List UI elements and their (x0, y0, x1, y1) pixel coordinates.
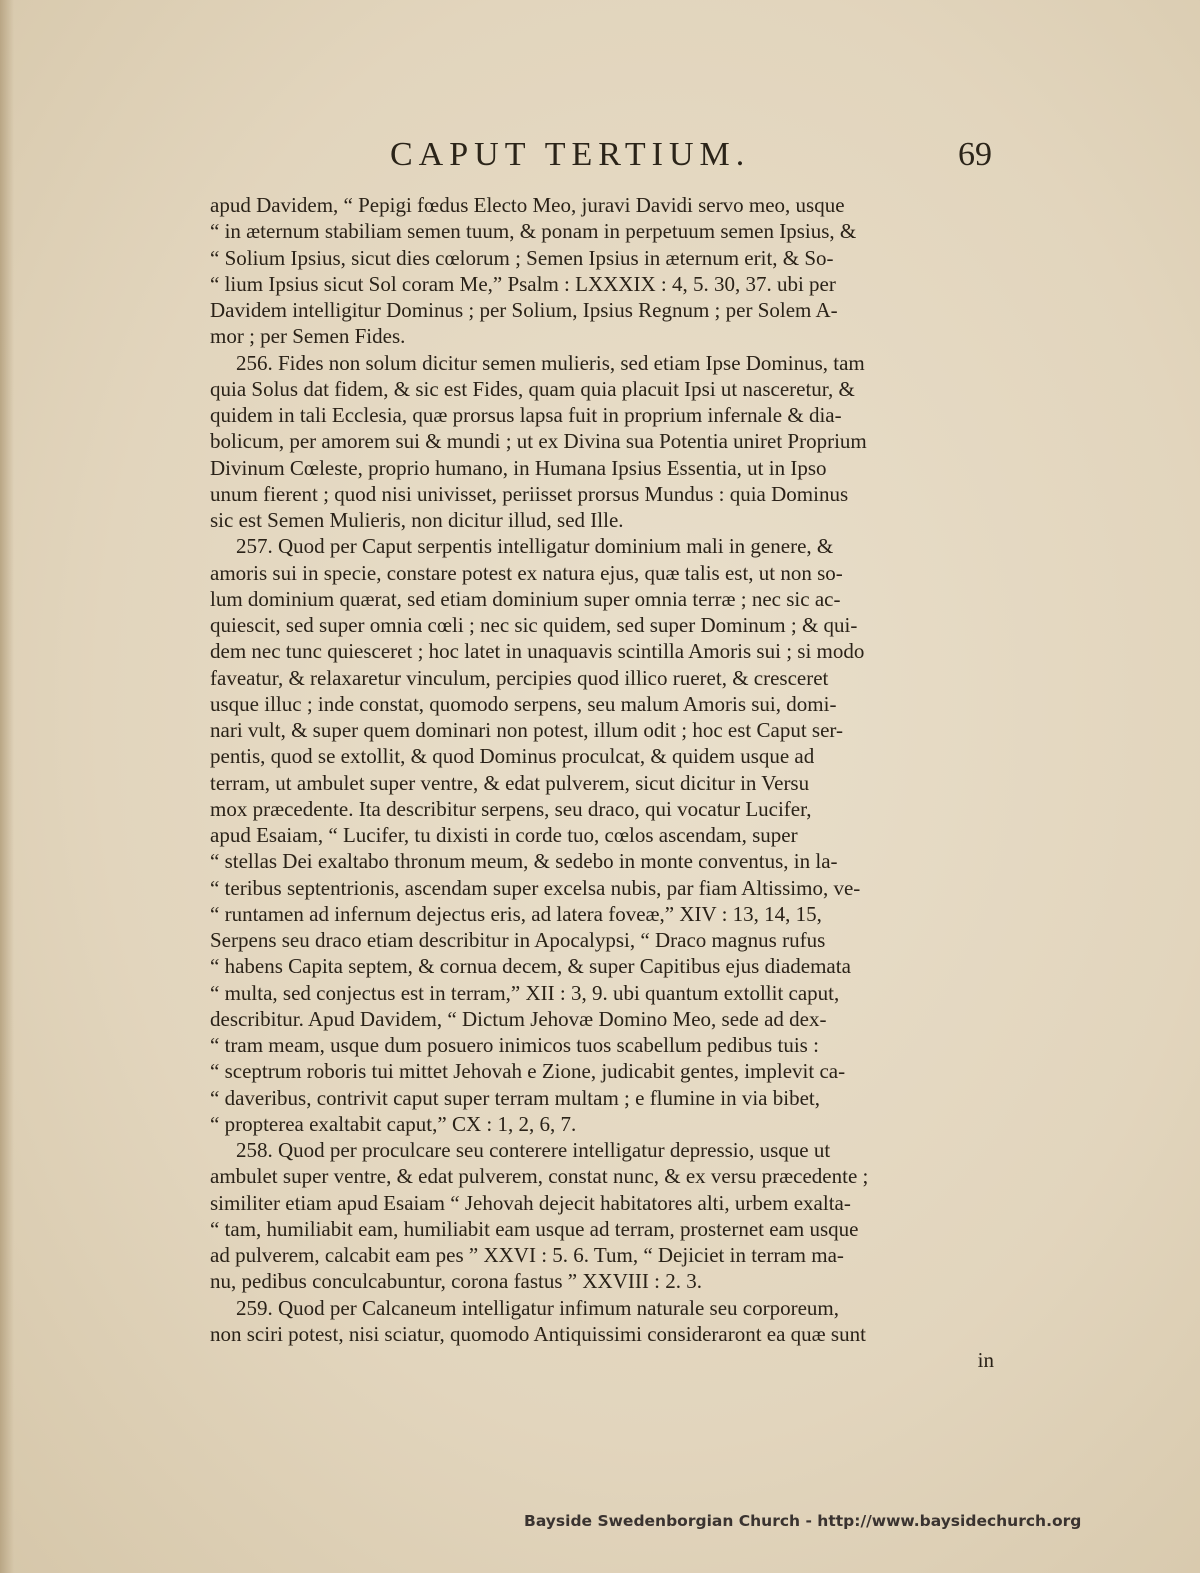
text-line: quia Solus dat fidem, & sic est Fides, quam quia placuit Ipsi ut nasceretur, & (210, 376, 855, 401)
text-line: ambulet super ventre, & edat pulverem, constat nunc, & ex versu præcedente ; (210, 1164, 869, 1189)
text-line: nu, pedibus conculcabuntur, corona fastus ” XXVIII : 2. 3. (210, 1269, 702, 1294)
text-line: bolicum, per amorem sui & mundi ; ut ex Divina sua Potentia uniret Proprium (210, 429, 867, 454)
text-line: 256. Fides non solum dicitur semen mulieris, sed etiam Ipse Dominus, tam (236, 350, 865, 375)
text-line: Davidem intelligitur Dominus ; per Solium, Ipsius Regnum ; per Solem A- (210, 298, 838, 322)
page-edge-shadow (0, 0, 14, 1573)
text-line: “ tram meam, usque dum posuero inimicos tuos scabellum pedibus tuis : (210, 1033, 819, 1057)
text-line: faveatur, & relaxaretur vinculum, percipies quod illico rueret, & cresceret (210, 665, 829, 690)
text-line: “ habens Capita septem, & cornua decem, & super Capitibus ejus diademata (210, 954, 851, 979)
body-text (210, 192, 994, 1347)
text-line: “ daveribus, contrivit caput super terram multam ; e flumine in via bibet, (210, 1085, 820, 1110)
text-line: Divinum Cœleste, proprio humano, in Humana Ipsius Essentia, ut in Ipso (210, 455, 827, 480)
text-line: sic est Semen Mulieris, non dicitur illud, sed Ille. (210, 508, 624, 532)
text-line: pentis, quod se extollit, & quod Dominus proculcat, & quidem usque ad (210, 744, 815, 769)
text-line: similiter etiam apud Esaiam “ Jehovah dejecit habitatores alti, urbem exalta- (210, 1190, 851, 1215)
text-line: 259. Quod per Calcaneum intelligatur infimum naturale seu corporeum, (236, 1295, 839, 1320)
text-line: mor ; per Semen Fides. (210, 324, 406, 349)
page-number: 69 (958, 136, 992, 173)
text-line: “ tam, humiliabit eam, humiliabit eam usque ad terram, prosternet eam usque (210, 1216, 859, 1241)
text-line: “ lium Ipsius sicut Sol coram Me,” Psalm : LXXXIX : 4, 5. 30, 37. ubi per (210, 271, 836, 296)
text-line: describitur. Apud Davidem, “ Dictum Jehovæ Domino Meo, sede ad dex- (210, 1006, 827, 1031)
page-header (210, 136, 994, 182)
text-line: “ sceptrum roboris tui mittet Jehovah e Zione, judicabit gentes, implevit ca- (210, 1059, 846, 1084)
catchword: in (977, 1348, 994, 1372)
text-line: nari vult, & super quem dominari non potest, illum odit ; hoc est Caput ser- (210, 718, 843, 742)
text-line: quidem in tali Ecclesia, quæ prorsus lapsa fuit in proprium infernale & dia- (210, 403, 842, 427)
text-line: apud Davidem, “ Pepigi fœdus Electo Meo, juravi Davidi servo meo, usque (210, 193, 845, 217)
text-line: “ teribus septentrionis, ascendam super excelsa nubis, par fiam Altissimo, ve- (210, 875, 861, 900)
text-line: lum dominium quærat, sed etiam dominium super omnia terræ ; nec sic ac- (210, 586, 841, 611)
text-line: unum fierent ; quod nisi univisset, periisset prorsus Mundus : quia Dominus (210, 481, 849, 506)
text-line: quiescit, sed super omnia cœli ; nec sic quidem, sed super Dominum ; & qui- (210, 613, 858, 637)
text-line: dem nec tunc quiesceret ; hoc latet in unaquavis scintilla Amoris sui ; si modo (210, 639, 865, 664)
text-line: apud Esaiam, “ Lucifer, tu dixisti in corde tuo, cœlos ascendam, super (210, 823, 798, 847)
text-line: terram, ut ambulet super ventre, & edat pulverem, sicut dicitur in Versu (210, 770, 810, 795)
watermark-text: Bayside Swedenborgian Church - http://www.baysidechurch.org (524, 1512, 1082, 1530)
text-line: non sciri potest, nisi sciatur, quomodo Antiquissimi consideraront ea quæ sunt (210, 1321, 866, 1346)
text-line: “ runtamen ad infernum dejectus eris, ad latera foveæ,” XIV : 13, 14, 15, (210, 901, 822, 926)
text-line: usque illuc ; inde constat, quomodo serpens, seu malum Amoris sui, domi- (210, 691, 837, 716)
text-line: “ propterea exaltabit caput,” CX : 1, 2, 6, 7. (210, 1111, 577, 1136)
text-line: “ Solium Ipsius, sicut dies cœlorum ; Semen Ipsius in æternum erit, & So- (210, 245, 834, 270)
text-line: Serpens seu draco etiam describitur in Apocalypsi, “ Draco magnus rufus (210, 928, 826, 952)
text-line: 257. Quod per Caput serpentis intelligatur dominium mali in genere, & (236, 534, 834, 559)
text-line: “ stellas Dei exaltabo thronum meum, & sedebo in monte conventus, in la- (210, 849, 838, 874)
text-line: amoris sui in specie, constare potest ex natura ejus, quæ talis est, ut non so- (210, 560, 843, 585)
text-line: “ multa, sed conjectus est in terram,” XII : 3, 9. ubi quantum extollit caput, (210, 980, 840, 1005)
running-head: CAPUT TERTIUM. (390, 136, 751, 173)
text-line: ad pulverem, calcabit eam pes ” XXVI : 5. 6. Tum, “ Dejiciet in terram ma- (210, 1243, 844, 1267)
text-line: 258. Quod per proculcare seu conterere intelligatur depressio, usque ut (236, 1138, 831, 1162)
text-line: mox præcedente. Ita describitur serpens, seu draco, qui vocatur Lucifer, (210, 796, 812, 821)
text-line: “ in æternum stabiliam semen tuum, & ponam in perpetuum semen Ipsius, & (210, 219, 857, 244)
